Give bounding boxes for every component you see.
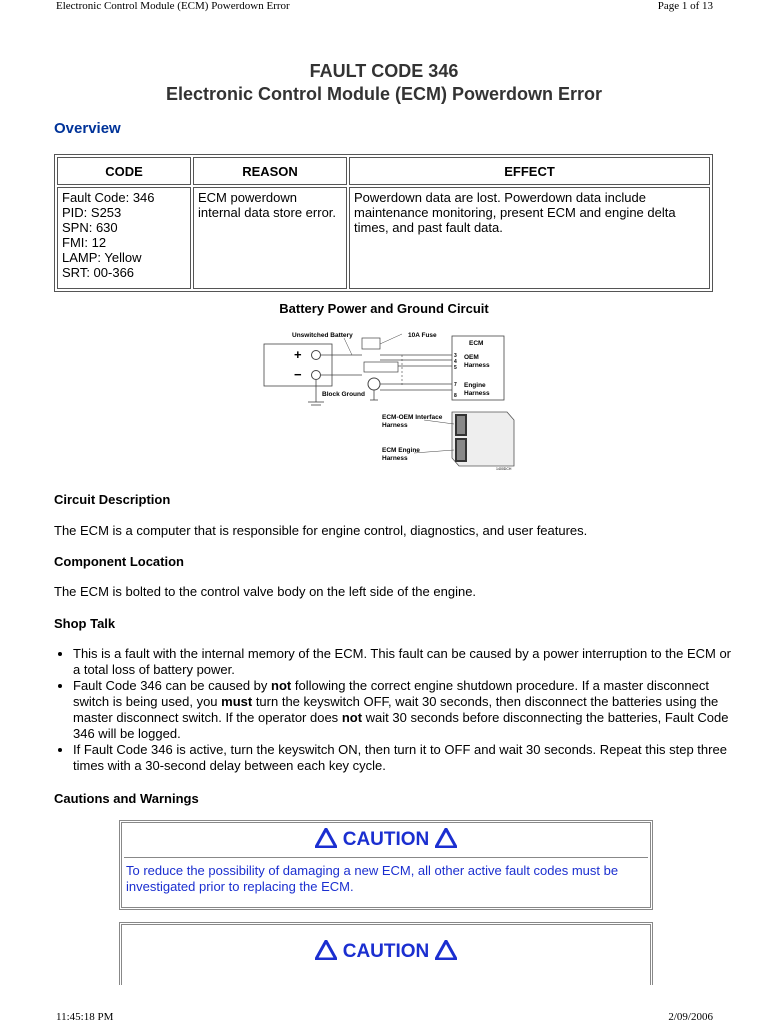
table-row — [57, 187, 710, 289]
caution-header — [122, 823, 650, 857]
caution-label: CAUTION — [342, 941, 430, 962]
label-fuse: 10A Fuse — [408, 332, 437, 339]
footer-time: 11:45:18 PM — [56, 1011, 114, 1023]
shop-talk-list — [54, 646, 735, 774]
header-page-number: Page 1 of 13 — [657, 0, 713, 12]
caution-text: To reduce the possibility of damaging a new ECM, all other active fault codes must be investigated prior to replacing the ECM. — [126, 863, 619, 894]
code-line: Fault Code: 346 — [62, 190, 155, 205]
list-item: • If Fault Code 346 is active, turn the keyswitch ON, then turn it to OFF and wait 30 seconds. Repeat this step three times with a 30-second delay between each key cycle. — [73, 742, 735, 774]
list-item — [73, 678, 735, 742]
pin-number: 8 — [454, 393, 457, 399]
label-ecm-engine: ECM Engine — [382, 447, 420, 454]
effect-cell: Powerdown data are lost. Powerdown data include maintenance monitoring, present ECM and engine delta times, and past fault data. — [349, 187, 710, 289]
list-item-text: wait 30 seconds before disconnecting the batteries, Fault Code 346 will be logged. — [73, 710, 729, 741]
circuit-diagram — [252, 324, 520, 472]
column-header-effect: EFFECT — [349, 157, 710, 185]
ground-connector-icon — [368, 378, 380, 390]
page-title: FAULT CODE 346 — [309, 61, 459, 81]
label-interface: ECM-OEM Interface — [382, 414, 443, 421]
page-subtitle: Electronic Control Module (ECM) Powerdown Error — [165, 84, 603, 104]
circuit-description-heading: Circuit Description — [54, 492, 171, 507]
shop-talk-heading: Shop Talk — [54, 616, 116, 631]
warning-triangle-icon — [315, 940, 337, 960]
label-interface-harness: Harness — [382, 422, 408, 429]
ecm-module-icon — [452, 412, 514, 466]
battery-plus: + — [294, 347, 302, 362]
warning-triangle-icon — [435, 940, 457, 960]
label-ecm-engine-harness: Harness — [382, 455, 408, 462]
circuit-title: Battery Power and Ground Circuit — [279, 301, 489, 316]
component-location-text: The ECM is bolted to the control valve body on the left side of the engine. — [54, 584, 477, 599]
label-block-ground: Block Ground — [322, 391, 365, 398]
circuit-description-text: The ECM is a computer that is responsible for engine control, diagnostics, and user features. — [54, 523, 588, 538]
fuse-icon — [362, 338, 380, 349]
label-oem-harness: Harness — [464, 362, 490, 369]
table-header-row — [57, 157, 710, 185]
emphasis-not: not — [271, 678, 292, 693]
overview-heading: Overview — [54, 120, 121, 137]
component-location-heading: Component Location — [54, 554, 184, 569]
pin-number: 3 — [454, 353, 457, 359]
label-unswitched-battery: Unswitched Battery — [292, 332, 353, 339]
figure-ref: 1400DCH — [496, 467, 512, 471]
emphasis-not: not — [341, 710, 363, 725]
code-line: SPN: 630 — [62, 220, 118, 235]
pin-number: 4 — [454, 359, 457, 365]
footer-date: 2/09/2006 — [668, 1011, 713, 1023]
warning-triangle-icon — [315, 828, 337, 848]
list-item-text: Fault Code 346 can be caused by — [73, 678, 272, 693]
caution-box — [119, 922, 653, 985]
label-oem: OEM — [464, 354, 479, 361]
caution-label: CAUTION — [342, 829, 430, 850]
reason-cell: ECM powerdown internal data store error. — [193, 187, 347, 289]
code-line: PID: S253 — [62, 205, 122, 220]
cautions-heading: Cautions and Warnings — [54, 791, 199, 806]
code-line: SRT: 00-366 — [62, 265, 135, 280]
column-header-reason: REASON — [193, 157, 347, 185]
pin-number: 7 — [454, 382, 457, 388]
column-header-code: CODE — [57, 157, 191, 185]
caution-box — [119, 820, 653, 910]
header-doc-title: Electronic Control Module (ECM) Powerdown Error — [56, 0, 290, 12]
caution-header — [122, 925, 650, 969]
battery-minus: − — [294, 367, 302, 382]
code-line: FMI: 12 — [62, 235, 107, 250]
code-line: LAMP: Yellow — [62, 250, 142, 265]
warning-triangle-icon — [435, 828, 457, 848]
label-ecm: ECM — [469, 340, 484, 347]
fault-code-table — [54, 154, 713, 292]
list-item-text: turn the keyswitch OFF, wait 30 seconds, then disconnect the batteries using the master disconnect switch. If the operator does — [73, 694, 719, 725]
list-item-text: following the correct engine shutdown procedure. If a master disconnect switch is being used, you — [73, 678, 709, 709]
emphasis-must: must — [221, 694, 253, 709]
label-engine-harness: Harness — [464, 390, 490, 397]
pin-number: 5 — [454, 365, 457, 371]
list-item: • This is a fault with the internal memory of the ECM. This fault can be caused by a power interruption to the ECM or a total loss of battery power. — [73, 646, 735, 678]
label-engine: Engine — [464, 382, 486, 389]
code-cell — [57, 187, 191, 289]
